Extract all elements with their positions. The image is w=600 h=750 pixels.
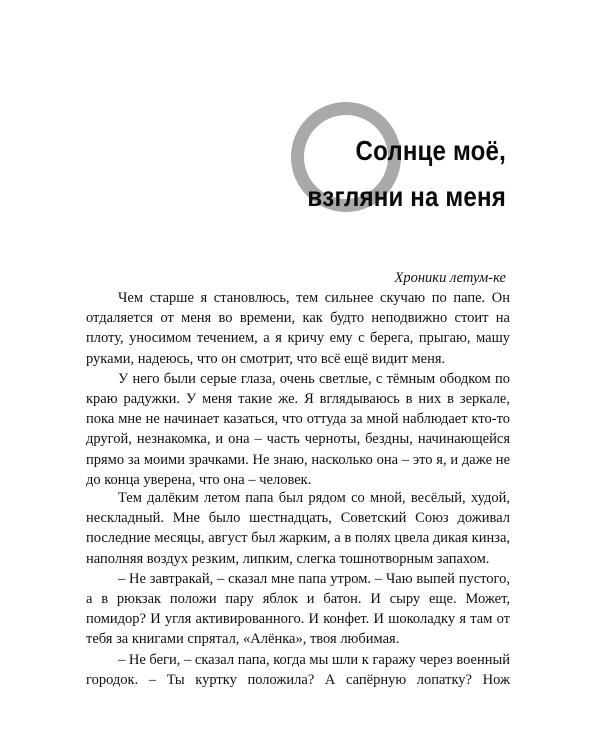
paragraph: – Не завтракай, – сказал мне папа утром. – Чаю выпей пустого, а в рюкзак положи пару яблок и батон. И сыру еще. Может, помидор? И угля активированного. И конфет. И шоколадку я там от тебя за книгами спрятал, «Алёнка», твоя любимая. xyxy=(86,570,510,648)
text-block-2 xyxy=(86,488,510,690)
chapter-title-line-2: взгляни на меня xyxy=(307,181,506,212)
epigraph: Хроники летум-ке xyxy=(394,270,506,286)
text-block-1 xyxy=(86,288,510,490)
chapter-title-line-1: Солнце моё, xyxy=(355,135,506,166)
paragraph: Тем далёким летом папа был рядом со мной, весёлый, худой, нескладный. Мне было шестнадцать, Советский Союз доживал последние месяцы, август был жарким, а в полях цвела дикая кинза, наполняя воздух резким, липким, слегка тошнотворным запахом. xyxy=(86,490,510,567)
paragraph: У него были серые глаза, очень светлые, с тёмным ободком по краю радужки. У меня такие же. Я вглядываюсь в них в зеркале, пока мне не начинает казаться, что оттуда за мной наблюдает кто-то другой, незнакомка, и она – часть черноты, бездны, начинающейся прямо за моими зрачками. Не знаю, насколько она – это я, и даже не до конца уверена, что она – человек. xyxy=(86,370,510,488)
chapter-title xyxy=(307,128,506,220)
paragraph: – Не беги, – сказал папа, когда мы шли к гаражу через военный городок. – Ты куртку положила? А сапёрную лопатку? Нож xyxy=(86,651,510,688)
paragraph: Чем старше я становлюсь, тем сильнее скучаю по папе. Он отдаляется от меня во времени, как будто неподвижно стоит на плоту, уносимом течением, а я кричу ему с берега, прыгаю, машу руками, надеюсь, что он смотрит, что всё ещё видит меня. xyxy=(86,290,510,367)
